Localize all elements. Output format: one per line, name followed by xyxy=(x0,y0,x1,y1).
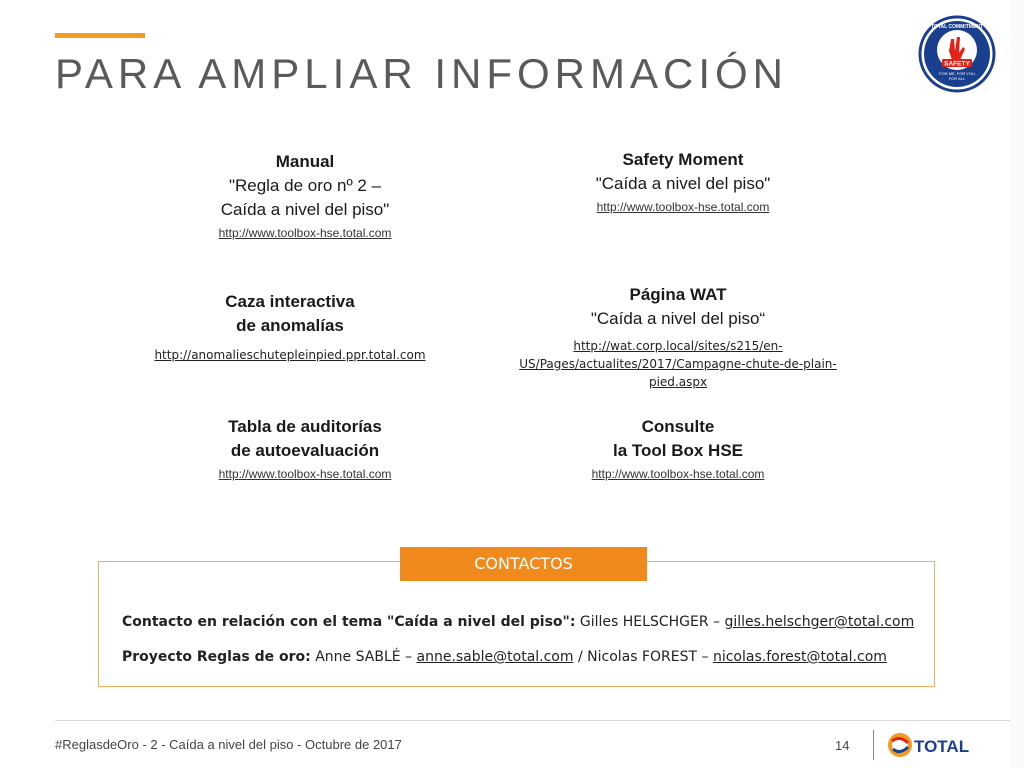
caza-title-1: Caza interactiva xyxy=(225,292,355,311)
footer-divider xyxy=(55,720,1010,721)
svg-text:SAFETY: SAFETY xyxy=(944,60,970,68)
title-accent-bar xyxy=(55,33,145,38)
contacts-tab: CONTACTOS xyxy=(400,547,647,581)
contact-topic-email[interactable]: gilles.helschger@total.com xyxy=(724,614,915,630)
manual-link[interactable]: http://www.toolbox-hse.total.com xyxy=(218,226,392,240)
manual-title: Manual xyxy=(275,152,335,171)
contact-topic-name: Gilles HELSCHGER – xyxy=(579,614,720,630)
wat-link-line-1[interactable]: http://wat.corp.local/sites/s215/en- xyxy=(573,339,783,353)
safety-moment-link[interactable]: http://www.toolbox-hse.total.com xyxy=(596,200,770,214)
manual-subtitle-2: Caída a nivel del piso" xyxy=(220,200,390,219)
wat-title: Página WAT xyxy=(629,285,727,304)
svg-text:FOR ME, FOR YOU: FOR ME, FOR YOU xyxy=(939,71,975,76)
contact-topic-label: Contacto en relación con el tema "Caída a nivel del piso": xyxy=(122,614,576,630)
tabla-link[interactable]: http://www.toolbox-hse.total.com xyxy=(218,467,392,481)
contact-project-email-1[interactable]: anne.sable@total.com xyxy=(416,649,574,665)
tabla-block xyxy=(170,415,440,481)
wat-block xyxy=(498,283,858,391)
footer-text: #ReglasdeOro - 2 - Caída a nivel del piso - Octubre de 2017 xyxy=(55,737,402,752)
svg-text:TOTAL COMMITMENT: TOTAL COMMITMENT xyxy=(931,24,983,30)
consulte-title-1: Consulte xyxy=(641,417,715,436)
safety-moment-subtitle: "Caída a nivel del piso" xyxy=(595,174,771,193)
wat-subtitle: "Caída a nivel del piso“ xyxy=(590,309,766,328)
footer-separator xyxy=(873,730,874,760)
safety-moment-title: Safety Moment xyxy=(622,150,744,169)
svg-text:FOR ALL: FOR ALL xyxy=(948,76,966,81)
contact-line-topic xyxy=(122,614,914,630)
total-logo xyxy=(888,731,998,759)
page-title: PARA AMPLIAR INFORMACIÓN xyxy=(55,50,788,97)
contact-project-email-2[interactable]: nicolas.forest@total.com xyxy=(712,649,887,665)
manual-block xyxy=(170,150,440,240)
caza-title-2: de anomalías xyxy=(236,316,344,335)
safety-moment-block xyxy=(548,148,818,214)
right-edge-strip xyxy=(1010,0,1024,768)
caza-link[interactable]: http://anomalieschutepleinpied.ppr.total.com xyxy=(154,348,426,362)
consulte-title-2: la Tool Box HSE xyxy=(612,441,744,460)
contact-project-label: Proyecto Reglas de oro: xyxy=(122,649,311,665)
contact-line-project xyxy=(122,649,887,665)
wat-link-line-3[interactable]: pied.aspx xyxy=(648,375,708,389)
consulte-link[interactable]: http://www.toolbox-hse.total.com xyxy=(591,467,765,481)
page-number: 14 xyxy=(835,738,850,753)
consulte-block xyxy=(543,415,813,481)
tabla-title-1: Tabla de auditorías xyxy=(228,417,382,436)
contact-project-name-2: / Nicolas FOREST – xyxy=(577,649,709,665)
manual-subtitle-1: "Regla de oro nº 2 – xyxy=(228,176,382,195)
caza-block xyxy=(140,290,440,364)
contact-project-name-1: Anne SABLÉ – xyxy=(315,649,413,665)
total-logo-text: TOTAL xyxy=(914,737,970,756)
tabla-title-2: de autoevaluación xyxy=(230,441,380,460)
safety-commitment-logo xyxy=(918,15,996,93)
wat-link-line-2[interactable]: US/Pages/actualites/2017/Campagne-chute-de-plain- xyxy=(519,357,837,371)
